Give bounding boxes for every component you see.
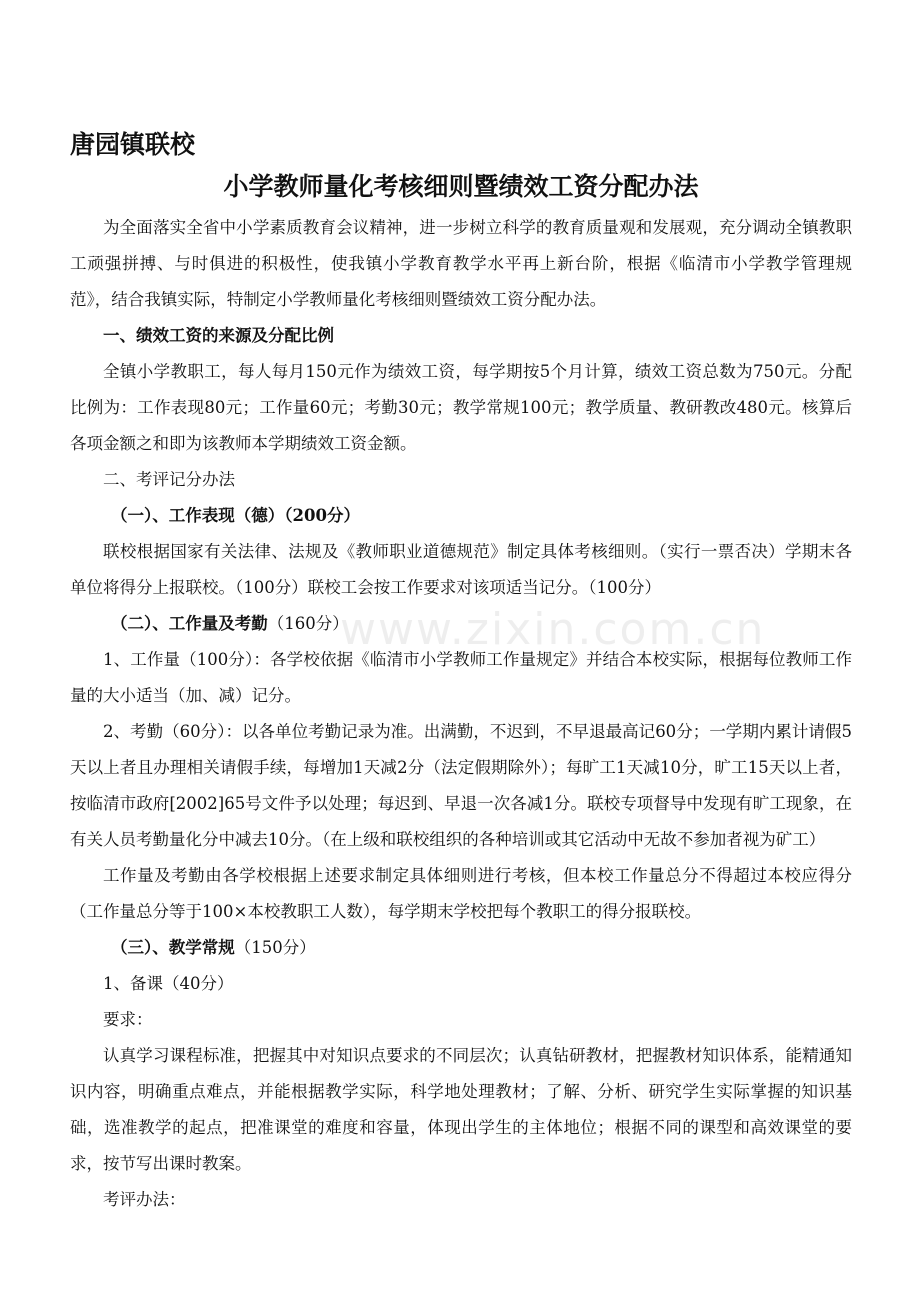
attendance-paragraph: 2、考勤（60分）：以各单位考勤记录为准。出满勤，不迟到，不早退最高记60分；一学期内累计请假5天以上者且办理相关请假手续，每增加1天减2分（法定假期除外）；每旷工1天减10分，旷工15天以上者，按临清市政府[2002]65号文件予以处理；每迟到、早退一次各减1分。联校专项督导中发现有旷工现象，在有关人员考勤量化分中减去10分。（在上级和联校组织的各种培训或其它活动中无故不参加者视为矿工）	[70, 722, 852, 849]
subsection-heading-2-score: （160分）	[267, 614, 349, 633]
subsection-1-paragraph: 联校根据国家有关法律、法规及《教师职业道德规范》制定具体考核细则。（实行一票否决）学期末各单位将得分上报联校。（100分）联校工会按工作要求对该项适当记分。（100分）	[70, 542, 852, 597]
subsection-heading-3-title: （三）、教学常规	[111, 938, 235, 957]
document-title: 小学教师量化考核细则暨绩效工资分配办法	[223, 172, 699, 201]
subsection-heading-3-score: （150分）	[234, 938, 316, 957]
section-heading-2: 二、考评记分办法	[103, 470, 235, 489]
workload-paragraph: 1、工作量（100分）：各学校依据《临清市小学教师工作量规定》并结合本校实际，根据每位教师工作量的大小适当（加、减）记分。	[70, 650, 852, 705]
subsection-heading-2-title: （二）、工作量及考勤	[111, 614, 268, 633]
subsection-heading-1: （一）、工作表现（德）（200分）	[111, 506, 360, 525]
intro-paragraph: 为全面落实全省中小学素质教育会议精神，进一步树立科学的教育质量观和发展观，充分调动全镇教职工顽强拼搏、与时俱进的积极性，使我镇小学教育教学水平再上新台阶，根据《临清市小学教学管理规范》，结合我镇实际，特制定小学教师量化考核细则暨绩效工资分配办法。	[70, 218, 852, 309]
subsection-heading-3	[70, 930, 852, 966]
section-heading-1: 一、绩效工资的来源及分配比例	[103, 326, 334, 345]
organization-name: 唐园镇联校	[70, 130, 196, 159]
lesson-prep-heading: 1、备课（40分）	[103, 974, 234, 993]
requirements-label: 要求：	[103, 1010, 153, 1029]
evaluation-method-label: 考评办法：	[103, 1190, 186, 1209]
watermark: www.zixin.com.cn	[340, 604, 766, 655]
document-body	[70, 210, 852, 1218]
section-1-paragraph: 全镇小学教职工，每人每月150元作为绩效工资，每学期按5个月计算，绩效工资总数为750元。分配比例为：工作表现80元；工作量60元；考勤30元；教学常规100元；教学质量、教研教改480元。核算后各项金额之和即为该教师本学期绩效工资金额。	[70, 362, 852, 453]
workload-attendance-summary: 工作量及考勤由各学校根据上述要求制定具体细则进行考核，但本校工作量总分不得超过本校应得分（工作量总分等于100×本校教职工人数），每学期末学校把每个教职工的得分报联校。	[70, 866, 852, 921]
requirements-paragraph: 认真学习课程标准，把握其中对知识点要求的不同层次；认真钻研教材，把握教材知识体系，能精通知识内容，明确重点难点，并能根据教学实际，科学地处理教材；了解、分析、研究学生实际掌握的知识基础，选准教学的起点，把准课堂的难度和容量，体现出学生的主体地位；根据不同的课型和高效课堂的要求，按节写出课时教案。	[70, 1046, 852, 1173]
subsection-heading-2	[70, 606, 852, 642]
